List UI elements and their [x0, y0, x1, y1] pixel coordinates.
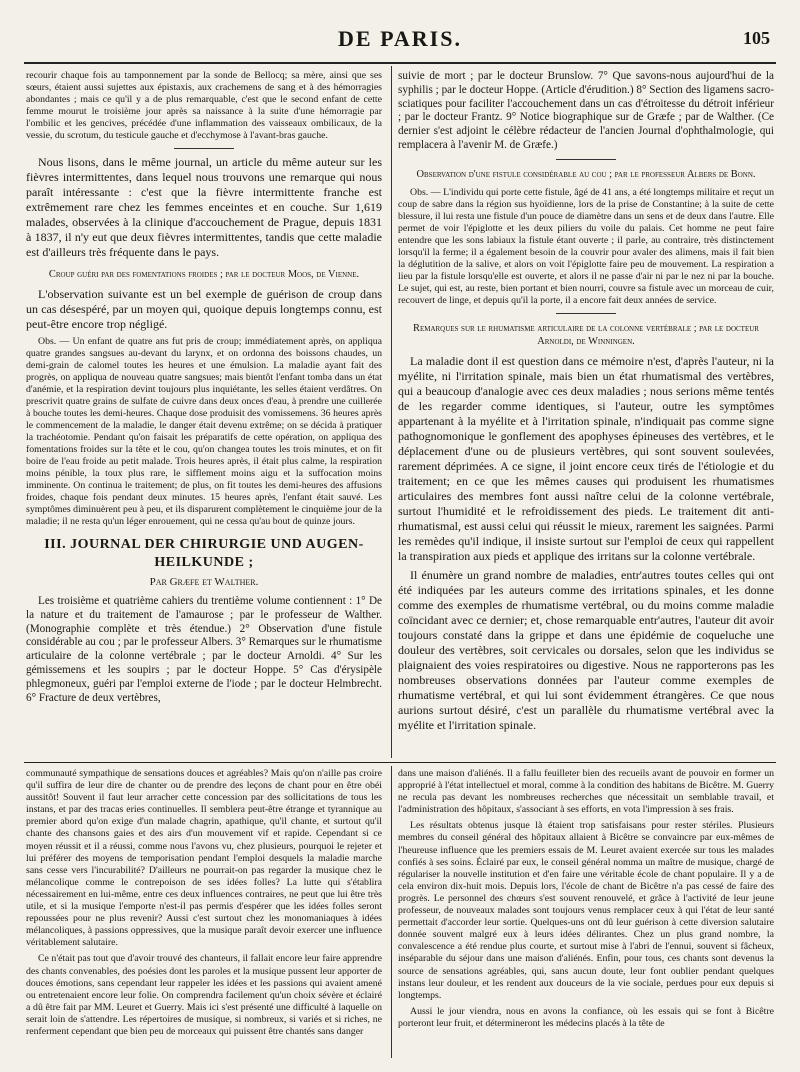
column-divider [391, 66, 392, 758]
lower-right-column [398, 768, 774, 1058]
separator [556, 313, 616, 314]
paragraph: communauté sympathique de sensations douces et agréables? Mais qu'on n'aille pas croire qu'il suffira de leur dire de chanter ou de prendre des leçons de chant pour en être obéi aussitôt! Souvent il faut leur arracher cette concession par des sollicitations de tous les instans, et par des tracas eries continuelles. Il semblera peut-être étrange et tyrannique au premier abord qu'on exige d'un malade chagrin, apathique, qu'il chante, et surtout qu'il chante des chansons gaies et des airs d'un mouvement vif et rapide. Cependant si ce moyen réussit et il a réussi, comme nous l'avons vu, chez plusieurs, pourquoi le rejeter et lui préférer des moyens de temporisation pendant l'emploi desquels la maladie marche sans cesse vers l'incurabilité? D'ailleurs ne pourrait-on pas regarder la musique chez le mélancolique comme le contrepoison de ses idées folles? La lutte qui s'établira nécessairement en lui-même, entre ces deux influences contraires, ne peut que lui être très utile, et si la musique l'emporte n'est-il pas permis d'espérer que les idées folles seront repoussées pour ne plus revenir? Aussi c'est surtout chez les monomaniaques à idées mélancoliques, à passions oppressives, que la musique paraît devoir exercer une influence véritablement salutaire. [26, 768, 382, 949]
paragraph: recourir chaque fois au tamponnement par la sonde de Bellocq; sa mère, ainsi que ses sœurs, étaient aussi sujettes aux épistaxis, aux crachemens de sang et à des hémorragies abondantes ; mais ce qu'il y a de plus remarquable, c'est que le second enfant de cette femme mourut le troisième jour après sa naissance à la suite d'une hémorragie par l'ombilic et les gencives, précédée d'une inflammation des vaisseaux ombilicaux, de la vessie, du scrotum, du testicule gauche et d'ecchymose à l'avant-bras gauche. [26, 70, 382, 141]
page-title: DE PARIS. [338, 26, 462, 51]
upper-right-column [398, 70, 774, 758]
page-number: 105 [743, 28, 770, 48]
column-divider [391, 766, 392, 1058]
paragraph: Aussi le jour viendra, nous en avons la confiance, où les essais qui se font à Bicêtre porteront leur fruit, et détermineront les médecins placés à la tête de [398, 1005, 774, 1029]
upper-left-column [26, 70, 382, 758]
paragraph: Les troisième et quatrième cahiers du trentième volume contiennent : 1° De la nature et du traitement de l'amaurose ; par le professeur de Walther. (Monographie complète et très étendue.) 2° Observation d'une fistule considérable au cou ; par le professeur Albers. 3° Remarques sur le rhumatisme articulaire de la colonne vertébrale ; par le docteur Arnoldi. 4° Sur les gémissemens et les soupirs ; par le docteur Hoppe. 5° Cas d'érysipèle phlegmoneux, guéri par l'emploi externe de l'iode ; par le docteur Helmbrecht. 6° Fracture de deux vertèbres, [26, 595, 382, 704]
paragraph: suivie de mort ; par le docteur Brunslow. 7° Que savons-nous aujourd'hui de la syphilis ; par le docteur Hoppe. (Article d'érudition.) 8° Section des ligamens sacro-sciatiques pour faciliter l'accouchement dans un cas d'étroitesse du détroit inférieur ; par le docteur Frantz. 9° Notice biographique sur de Græfe ; par de Walther. (Ce dernier s'est adjoint le célèbre rédacteur de l'ancien Journal d'ophthalmologie, qui remplacera à l'avenir M. de Græfe.) [398, 70, 774, 151]
paragraph: dans une maison d'aliénés. Il a fallu feuilleter bien des recueils avant de pouvoir en former un approprié à l'état intellectuel et moral, comme à la condition des habitans de Bicêtre. M. Guerry ne recula pas devant les nombreuses recherches que nécessitait un semblable travail, et l'administration des hôpitaux, s'associant à ses efforts, en vota l'impression à ses frais. [398, 768, 774, 816]
separator [174, 148, 234, 149]
paragraph: Nous lisons, dans le même journal, un article du même auteur sur les fièvres intermittentes, dans lequel nous trouvons une remarque qui nous paraît intéressante : c'est que la fièvre intermittente franche est extrêmement rare chez les femmes enceintes et en couche. Sur 1,619 malades, observées à la clinique d'accouchement de Prague, depuis 1831 à 1837, il n'y eut que deux fièvres intermittentes, tandis que cette maladie est d'ailleurs très fréquente dans le pays. [26, 155, 382, 259]
lower-left-column [26, 768, 382, 1058]
paragraph: La maladie dont il est question dans ce mémoire n'est, d'après l'auteur, ni la myélite, ni l'irritation spinale, mais bien un état rhumatismal des vertèbres, qui a beaucoup d'analogie avec ces deux maladies ; nous serions même tentés de les regarder comme identiques, si l'auteur, outre les symptômes appartenant à la myélite et à l'irritation spinale, n'indiquait pas comme signe pathognomonique le gonflement des apophyses épineuses des vertèbres, et le déplacement d'une ou de plusieurs vertèbres, qui sont souvent soulevées, rarement déprimées. A ce signe, il joint encore ceux tirés de l'étiologie et du traitement; en ce que les mêmes causes qui produisent les rhumatismes articulaires des membres font aussi naître celui de la colonne vertébrale, surtout l'humidité et le refroidissement des pieds. Le traitement dit anti-rhumatismal, est aussi celui qui réussit le mieux, rarement les saignées. Parmi les remèdes qu'il indique, il insiste surtout sur l'emploi de ceux qui rappellent la transpiration aux pieds et applique des irritans sur la colonne vertébrale. [398, 353, 774, 563]
article-heading-fistule: Observation d'une fistule considérable au cou ; par le professeur Albers de Bonn. [416, 168, 756, 180]
separator [556, 159, 616, 160]
paragraph: Ce n'était pas tout que d'avoir trouvé des chanteurs, il fallait encore leur faire apprendre des chants convenables, des poésies dont les paroles et la musique pussent leur apporter de douces émotions, sans cependant leur rappeler les idées et les passions qui avaient amené ou entretenaient encore leur folie. On comprendra facilement qu'un choix sévère et éclairé a dû être fait par MM. Leuret et Guerry. Mais ici s'est présenté une difficulté à laquelle on serait loin de s'attendre. Les répertoires de musique, si nombreux, si variés et si riches, ne renferment cependant que bien peu de morceaux qui puissent être chantés sans danger [26, 953, 382, 1037]
paragraph: L'observation suivante est un bel exemple de guérison de croup dans un cas désespéré, par un moyen qui, quoique depuis longtemps connu, est peut-être encore trop négligé. [26, 287, 382, 331]
header-rule [24, 62, 776, 64]
observation-paragraph: Obs. — L'individu qui porte cette fistule, âgé de 41 ans, a été longtemps militaire et reçut un coup de sabre dans la région sus hyoïdienne, lors de la prise de Constantine; à la suite de cette blessure, il lui resta une fistule d'un pouce de diamètre dans un sens et de deux dans l'autre. Elle permet de voir l'épiglotte et les deux piliers du voile du palais. Cet homme ne peut faire entendre que les sons labiaux la fistule étant ouverte ; il parle, au contraire, très distinctement lorsqu'il la ferme; il a également besoin de la couvrir pour avaler des alimens, mais il fait bien la déglutition de la salive, et alors on voit l'épiglotte faire peu de mouvement. La respiration a lieu par la fistule lorsqu'elle est ouverte, et alors il ne passe d'air ni par le nez ni par la bouche. Le sujet, qui est, au reste, bien portant et bien nourri, couvre sa fistule avec un morceau de cuir, recouvert de linge, et depuis qu'il la porte, il a encore fait deux années de service. [398, 186, 774, 306]
page-header [24, 18, 776, 58]
section-rule [24, 762, 776, 763]
section-byline: Par Græfe et Walther. [149, 576, 259, 588]
paragraph: Les résultats obtenus jusque là étaient trop satisfaisans pour rester stériles. Plusieurs membres du conseil général des hôpitaux allaient à Bicêtre se convaincre par eux-mêmes de l'heureuse influence que les premiers essais de M. Leuret avaient exercée sur tous les malades confiés à ses soins. Éclairé par eux, le conseil général nomma un maître de musique, chargé de régulariser la nouvelle institution et d'en faire une véritable école de chant populaire. Il y a de cela environ dix-huit mois. Depuis lors, l'école de chant de Bicêtre n'a pas cessé de faire des progrès. Le personnel des chœurs s'est souvent renouvelé, et grâce à l'activité de leur jeune professeur, de nouveaux malades sont toujours venus remplacer ceux à qui l'état de leur santé permettait d'accorder leur sortie. Quelques-uns ont dû leur guérison à cette diversion salutaire donnée souvent malgré eux à leurs idées délirantes. Chez un plus grand nombre, la convalescence a été rendue plus courte, et surtout mise à l'abri de l'ennui, souvent si fâcheux, inséparable du séjour dans une maison d'aliénés. Enfin, pour tous, ces chants sont devenus la source de sensations agréables, qui, sans aucun doute, leur font oublier pendant quelques instans leur douleur, et les rendent aux douceurs de la vie sociale, perdues pour eux depuis si longtemps. [398, 820, 774, 1001]
article-heading-rhumatisme: Remarques sur le rhumatisme articulaire de la colonne vertébrale ; par le docteur Arnoldi, de Winningen. [413, 322, 759, 347]
observation-paragraph: Obs. — Un enfant de quatre ans fut pris de croup; immédiatement après, on appliqua quatre grandes sangsues au-devant du larynx, et on ordonna des boissons chaudes, un demi-grain de calomel toutes les heures et une émulsion. La maladie ayant fait des progrès, on appliqua de nouveau quatre sangsues; mais bientôt l'enfant tomba dans un état d'anémie, et la respiration devint toujours plus inquiétante, les selles étaient verdâtres. On prescrivit quatre grains de sulfate de cuivre dans deux onces d'eau, à prendre une cuillerée à bouche toutes les demi-heures. Chaque dose produisit des vomissemens. 36 heures après le commencement de la maladie, le danger était devenu extrême; on se décida à pratiquer la trachéotomie. Pendant qu'on faisait les préparatifs de cette opération, on appliqua des fomentations froides sur la tête et le cou, qu'on changea toutes les trois minutes, et on fit boire de l'eau froide au petit malade. Trois heures après, il était plus calme, la respiration moins pénible, la toux plus rare, le sifflement moins aigu et la suffocation moins imminente. On continua le traitement; de plus, on fit toutes les demi-heures des affusions froides, chaque fois pendant deux minutes. 15 heures après, l'enfant était sauvé. Les symptômes diminuèrent peu à peu, et ils disparurent complètement le cinquième jour de la maladie; il ne resta qu'un léger enrouement, qui ne cessa qu'au bout de quinze jours. [26, 336, 382, 527]
paragraph: Il énumère un grand nombre de maladies, entr'autres toutes celles qui ont été indiquées par les auteurs comme des irritations spinales, et les donne comme des exemples de rhumatisme vertébral, ou du moins comme maladie coïncidant avec ce dernier; et, chose remarquable entr'autres, l'auteur dit avoir toujours constaté dans la grippe et dans une épidémie de coqueluche une douleur des vertèbres, soit cervicales ou dorsales, selon que les individus se plaignaient des voies respiratoires ou digestive. Nous ne rapporterons pas les nombreuses observations données par l'auteur comme exemples de rhumatisme vertébral, et qui lui sont évidemment étrangères. Ce que nous aurions surtout désiré, c'est un parallèle du rhumatisme vertébral avec la myélite et l'irritation spinale. [398, 567, 774, 732]
article-heading-croup: Croup guéri par des fomentations froides ; par le docteur Moos, de Vienne. [48, 269, 360, 280]
section-title-journal: III. JOURNAL DER CHIRURGIE UND AUGEN-HEILKUNDE ; [44, 537, 364, 570]
